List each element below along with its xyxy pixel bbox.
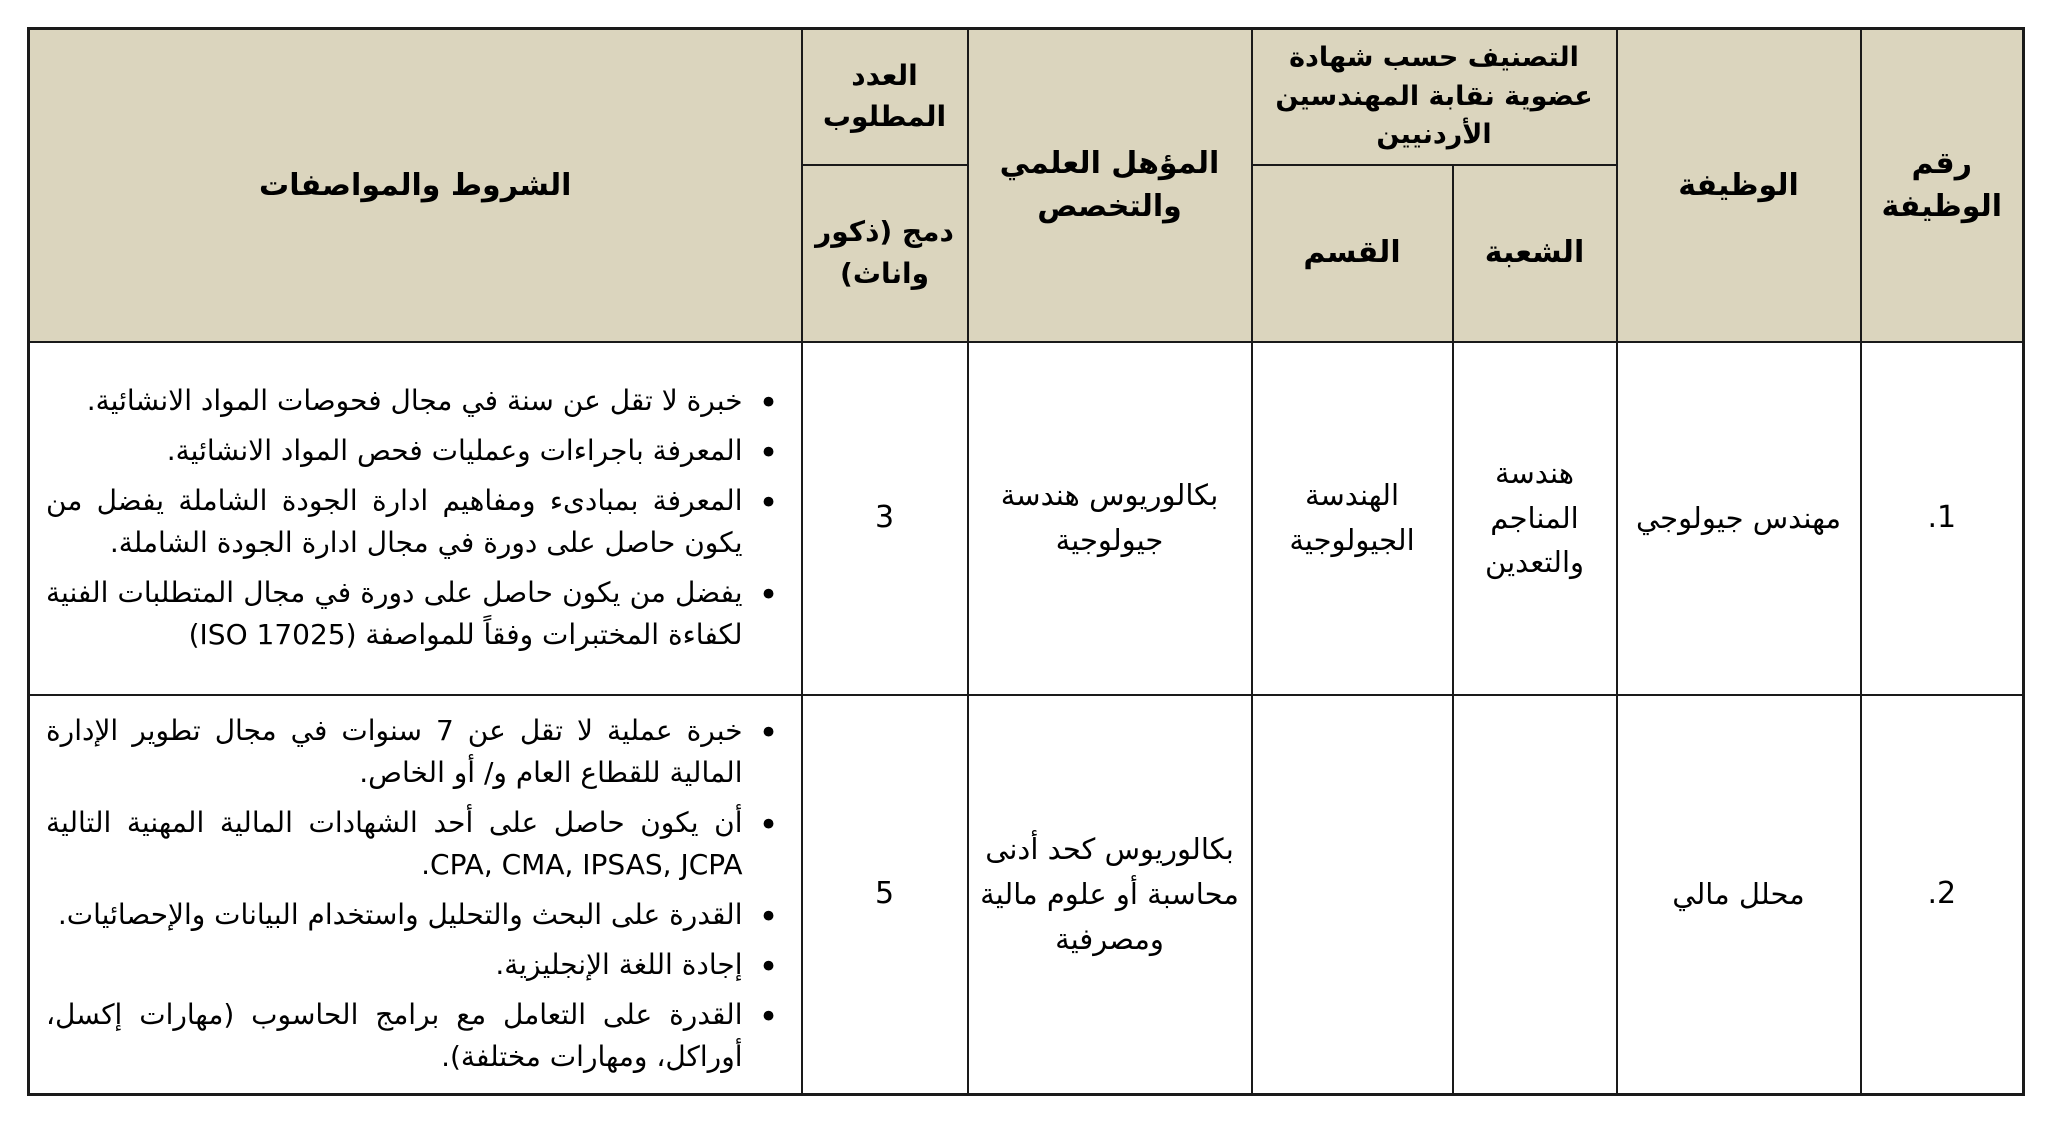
condition-item: • خبرة عملية لا تقل عن 7 سنوات في مجال تطوير الإدارة المالية للقطاع العام و/ أو الخاص. xyxy=(46,710,789,794)
cell-required-count: 5 xyxy=(802,695,968,1095)
header-required-count-merge: دمج (ذكور واناث) xyxy=(802,165,968,342)
header-qualification: المؤهل العلمي والتخصص xyxy=(968,29,1252,342)
cell-department: الهندسة الجيولوجية xyxy=(1252,342,1453,695)
cell-job-title: مهندس جيولوجي xyxy=(1617,342,1861,695)
cell-conditions xyxy=(29,342,802,695)
cell-conditions xyxy=(29,695,802,1095)
header-conditions: الشروط والمواصفات xyxy=(29,29,802,342)
cell-required-count: 3 xyxy=(802,342,968,695)
condition-item: • أن يكون حاصل على أحد الشهادات المالية المهنية التالية CPA, CMA, IPSAS, JCPA. xyxy=(46,802,789,886)
cell-qualification: بكالوريوس هندسة جيولوجية xyxy=(968,342,1252,695)
jobs-table xyxy=(27,27,2025,1096)
cell-job-number: 1. xyxy=(1861,342,2024,695)
condition-item: • المعرفة بمبادىء ومفاهيم ادارة الجودة الشاملة يفضل من يكون حاصل على دورة في مجال ادارة الجودة الشاملة. xyxy=(46,480,789,564)
header-classification: التصنيف حسب شهادة عضوية نقابة المهندسين الأردنيين xyxy=(1252,29,1617,165)
table-row xyxy=(29,342,2024,695)
header-department: القسم xyxy=(1252,165,1453,342)
conditions-list xyxy=(46,710,789,1078)
condition-item: • القدرة على البحث والتحليل واستخدام البيانات والإحصائيات. xyxy=(46,894,789,936)
cell-department xyxy=(1252,695,1453,1095)
conditions-list xyxy=(46,380,789,656)
cell-division: هندسة المناجم والتعدين xyxy=(1453,342,1617,695)
header-division: الشعبة xyxy=(1453,165,1617,342)
cell-division xyxy=(1453,695,1617,1095)
header-job-number: رقم الوظيفة xyxy=(1861,29,2024,342)
cell-job-title: محلل مالي xyxy=(1617,695,1861,1095)
header-job-title: الوظيفة xyxy=(1617,29,1861,342)
cell-job-number: 2. xyxy=(1861,695,2024,1095)
condition-item: • إجادة اللغة الإنجليزية. xyxy=(46,944,789,986)
condition-item: • خبرة لا تقل عن سنة في مجال فحوصات المواد الانشائية. xyxy=(46,380,789,422)
condition-item: • يفضل من يكون حاصل على دورة في مجال المتطلبات الفنية لكفاءة المختبرات وفقاً للمواصفة (ISO 17025) xyxy=(46,572,789,656)
header-required-count: العدد المطلوب xyxy=(802,29,968,165)
cell-qualification: بكالوريوس كحد أدنى محاسبة أو علوم مالية ومصرفية xyxy=(968,695,1252,1095)
table-row xyxy=(29,695,2024,1095)
condition-item: • المعرفة باجراءات وعمليات فحص المواد الانشائية. xyxy=(46,430,789,472)
condition-item: • القدرة على التعامل مع برامج الحاسوب (مهارات إكسل، أوراكل، ومهارات مختلفة). xyxy=(46,994,789,1078)
